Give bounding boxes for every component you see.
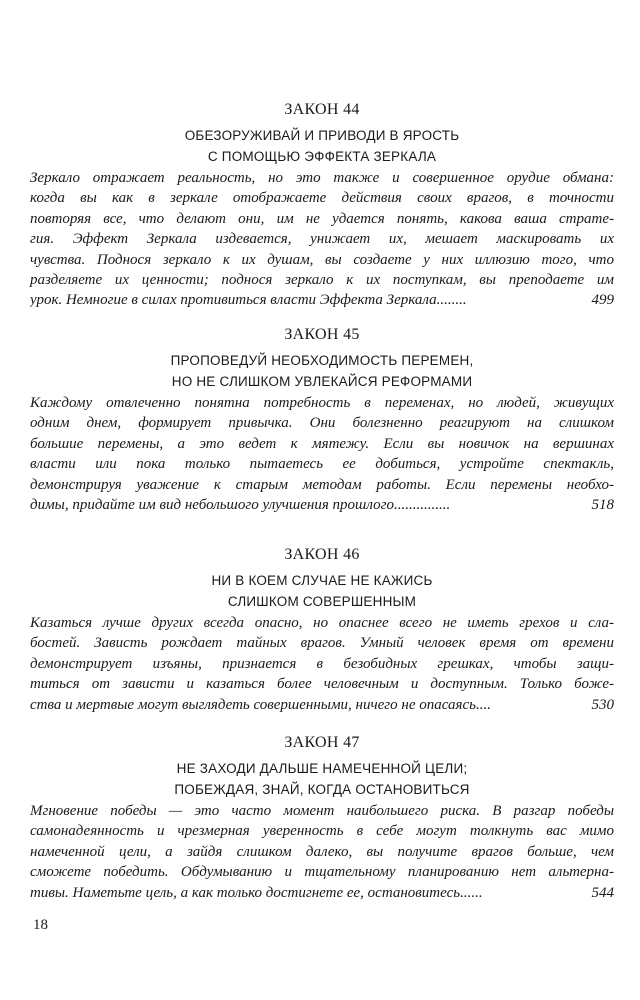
text-line: Каждому отвлеченно понятна потребность в переменах, но людей, живущих bbox=[30, 395, 614, 411]
page-reference: 499 bbox=[591, 292, 614, 309]
law-title: ЗАКОН 45 bbox=[284, 326, 360, 343]
page-reference: 544 bbox=[591, 884, 614, 901]
text-line: Зеркало отражает реальность, но это также и совершенное орудие обмана: bbox=[30, 170, 614, 186]
text-line: повторяя все, что делают они, им не удается понять, какова ваша страте- bbox=[30, 210, 614, 227]
law-47 bbox=[30, 733, 614, 903]
dot-leader: ............... bbox=[393, 497, 451, 514]
text-line: демонстрируя уважение к старым методам работы. Если перемены необхо- bbox=[30, 476, 614, 493]
text-line: одним днем, формирует привычка. Они болезненно реагируют на слишком bbox=[30, 415, 614, 432]
text-line: бостей. Зависть рождает тайных врагов. Умный человек время от времени bbox=[30, 635, 614, 652]
text-line: власти или пока только пытаетесь ее добиться, устройте спектакль, bbox=[30, 456, 614, 473]
law-title: ЗАКОН 46 bbox=[284, 546, 360, 563]
dot-leader: .... bbox=[475, 696, 491, 713]
text-line: урок. Немногие в силах противиться власти Эффекта Зеркала bbox=[30, 292, 437, 309]
law-description bbox=[30, 613, 614, 715]
text-line-last bbox=[30, 290, 614, 310]
text-line: Казаться лучше других всегда опасно, но опаснее всего не иметь грехов и сла- bbox=[30, 615, 614, 631]
law-heading-line: СЛИШКОМ СОВЕРШЕННЫМ bbox=[227, 594, 417, 609]
text-line-last bbox=[30, 695, 614, 715]
text-line: самонадеянность и чрезмерная уверенность в себе могут толкнуть вас мимо bbox=[30, 823, 614, 840]
text-line: разделяете их ценности; поднося зеркало к их поступкам, вы преподаете им bbox=[30, 272, 614, 289]
page-reference: 530 bbox=[591, 696, 614, 713]
law-46 bbox=[30, 545, 614, 715]
dot-leader: ...... bbox=[460, 884, 483, 901]
text-line: гия. Эффект Зеркала издевается, унижает их, мешает маскировать их bbox=[30, 231, 614, 248]
text-line: большие перемены, а это ведет к мятежу. Если вы новичок на вершинах bbox=[30, 435, 614, 452]
law-heading-line: НЕ ЗАХОДИ ДАЛЬШЕ НАМЕЧЕННОЙ ЦЕЛИ; bbox=[176, 761, 468, 776]
text-line: ства и мертвые могут выглядеть совершенными, ничего не опасаясь bbox=[30, 696, 476, 713]
law-description bbox=[30, 801, 614, 903]
law-heading-line: ПОБЕЖДАЯ, ЗНАЙ, КОГДА ОСТАНОВИТЬСЯ bbox=[174, 782, 470, 797]
law-44 bbox=[30, 100, 614, 311]
law-heading-line: НО НЕ СЛИШКОМ УВЛЕКАЙСЯ РЕФОРМАМИ bbox=[171, 374, 473, 389]
text-line: демонстрирует изъяны, признается в безобидных грешках, чтобы защи- bbox=[30, 655, 614, 672]
text-line: Мгновение победы — это часто момент наибольшего риска. В разгар победы bbox=[30, 803, 614, 819]
law-description bbox=[30, 393, 614, 515]
text-line: когда вы как в зеркале отображаете действия своих врагов, в точности bbox=[30, 190, 614, 207]
text-line: сможете победить. Обдумыванию и тщательному планированию нет альтерна- bbox=[30, 864, 614, 881]
law-heading-line: ОБЕЗОРУЖИВАЙ И ПРИВОДИ В ЯРОСТЬ bbox=[184, 128, 460, 143]
text-line: титься от зависти и казаться более человечным и доступным. Только боже- bbox=[30, 676, 614, 693]
law-heading-line: ПРОПОВЕДУЙ НЕОБХОДИМОСТЬ ПЕРЕМЕН, bbox=[170, 353, 474, 368]
page-reference: 518 bbox=[591, 497, 614, 514]
law-45 bbox=[30, 325, 614, 515]
law-title: ЗАКОН 47 bbox=[284, 734, 360, 751]
law-title: ЗАКОН 44 bbox=[284, 101, 360, 118]
law-description bbox=[30, 168, 614, 311]
law-heading-line: С ПОМОЩЬЮ ЭФФЕКТА ЗЕРКАЛА bbox=[207, 149, 437, 164]
text-line: намеченной цели, а зайдя слишком далеко, вы получите врагов больше, чем bbox=[30, 843, 614, 860]
text-line: тивы. Наметьте цель, а как только достигнете ее, остановитесь bbox=[30, 884, 461, 901]
page-number: 18 bbox=[33, 917, 48, 933]
text-line: димы, придайте им вид небольшого улучшения прошлого bbox=[30, 497, 394, 514]
text-line-last bbox=[30, 495, 614, 515]
law-heading-line: НИ В КОЕМ СЛУЧАЕ НЕ КАЖИСЬ bbox=[211, 573, 433, 588]
dot-leader: ........ bbox=[436, 292, 467, 309]
text-line-last bbox=[30, 883, 614, 903]
text-line: чувства. Поднося зеркало к их душам, вы создаете у них иллюзию того, что bbox=[30, 251, 614, 268]
